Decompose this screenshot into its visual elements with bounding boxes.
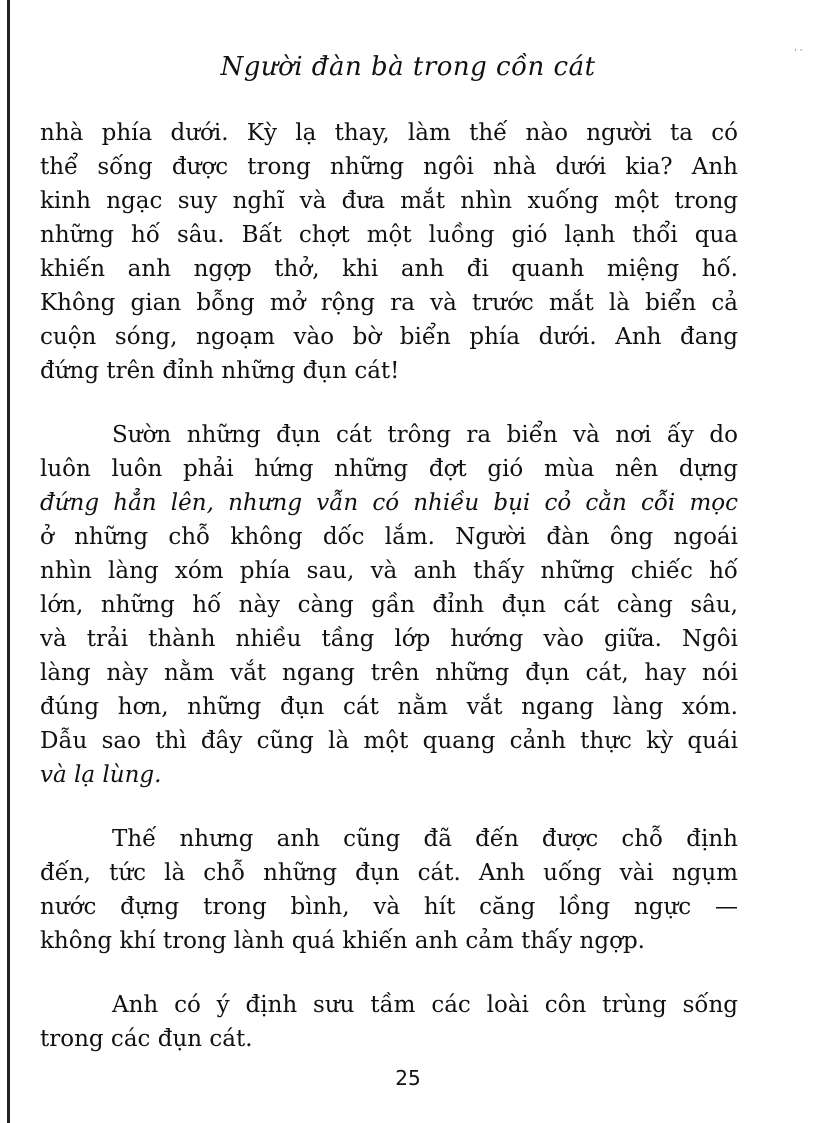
text-line: làng này nằm vắt ngang trên những đụn cát, hay nói xyxy=(40,660,738,686)
paragraph-gap xyxy=(40,388,738,418)
text-line: đứng hẳn lên, nhưng vẫn có nhiều bụi cỏ cằn cỗi mọc xyxy=(40,490,738,516)
text-line: và trải thành nhiều tầng lớp hướng vào giữa. Ngôi xyxy=(40,626,738,652)
text-line: lớn, những hố này càng gần đỉnh đụn cát càng sâu, xyxy=(40,592,738,618)
text-line: đến, tức là chỗ những đụn cát. Anh uống vài ngụm xyxy=(40,860,738,886)
text-line: Thế nhưng anh cũng đã đến được chỗ định xyxy=(112,826,738,852)
text-line: và lạ lùng. xyxy=(40,762,162,788)
text-line: những hố sâu. Bất chợt một luồng gió lạnh thổi qua xyxy=(40,222,738,248)
text-line: Anh có ý định sưu tầm các loài côn trùng sống xyxy=(112,992,738,1018)
text-line: thể sống được trong những ngôi nhà dưới kia? Anh xyxy=(40,154,738,180)
text-line: đứng trên đỉnh những đụn cát! xyxy=(40,358,400,384)
text-line: Dẫu sao thì đây cũng là một quang cảnh thực kỳ quái xyxy=(40,728,738,754)
paragraph-gap xyxy=(40,958,738,988)
text-line: kinh ngạc suy nghĩ và đưa mắt nhìn xuống một trong xyxy=(40,188,738,214)
paragraph xyxy=(40,822,738,958)
text-line: khiến anh ngợp thở, khi anh đi quanh miệng hố. xyxy=(40,256,738,282)
text-line: cuộn sóng, ngoạm vào bờ biển phía dưới. Anh đang xyxy=(40,324,738,350)
running-head: Người đàn bà trong cồn cát xyxy=(220,52,596,82)
text-line: trong các đụn cát. xyxy=(40,1026,253,1052)
paragraph xyxy=(40,116,738,388)
text-line: không khí trong lành quá khiến anh cảm thấy ngợp. xyxy=(40,928,645,954)
text-line: nhìn làng xóm phía sau, và anh thấy những chiếc hố xyxy=(40,558,738,584)
text-line: đúng hơn, những đụn cát nằm vắt ngang làng xóm. xyxy=(40,694,738,720)
body-text xyxy=(40,116,738,1056)
text-line: ở những chỗ không dốc lắm. Người đàn ông ngoái xyxy=(40,524,738,550)
paragraph xyxy=(40,988,738,1056)
page-number: 25 xyxy=(395,1066,421,1090)
text-line: nước đựng trong bình, và hít căng lồng ngực — xyxy=(40,894,738,920)
text-line: Sườn những đụn cát trông ra biển và nơi ấy do xyxy=(112,422,738,448)
text-line: nhà phía dưới. Kỳ lạ thay, làm thế nào người ta có xyxy=(40,120,738,146)
text-line: luôn luôn phải hứng những đợt gió mùa nên dựng xyxy=(40,456,738,482)
text-line: Không gian bỗng mở rộng ra và trước mắt là biển cả xyxy=(40,290,738,316)
corner-mark: · · xyxy=(794,46,803,56)
paragraph-gap xyxy=(40,792,738,822)
paragraph xyxy=(40,418,738,792)
scan-edge-line xyxy=(7,0,10,1123)
